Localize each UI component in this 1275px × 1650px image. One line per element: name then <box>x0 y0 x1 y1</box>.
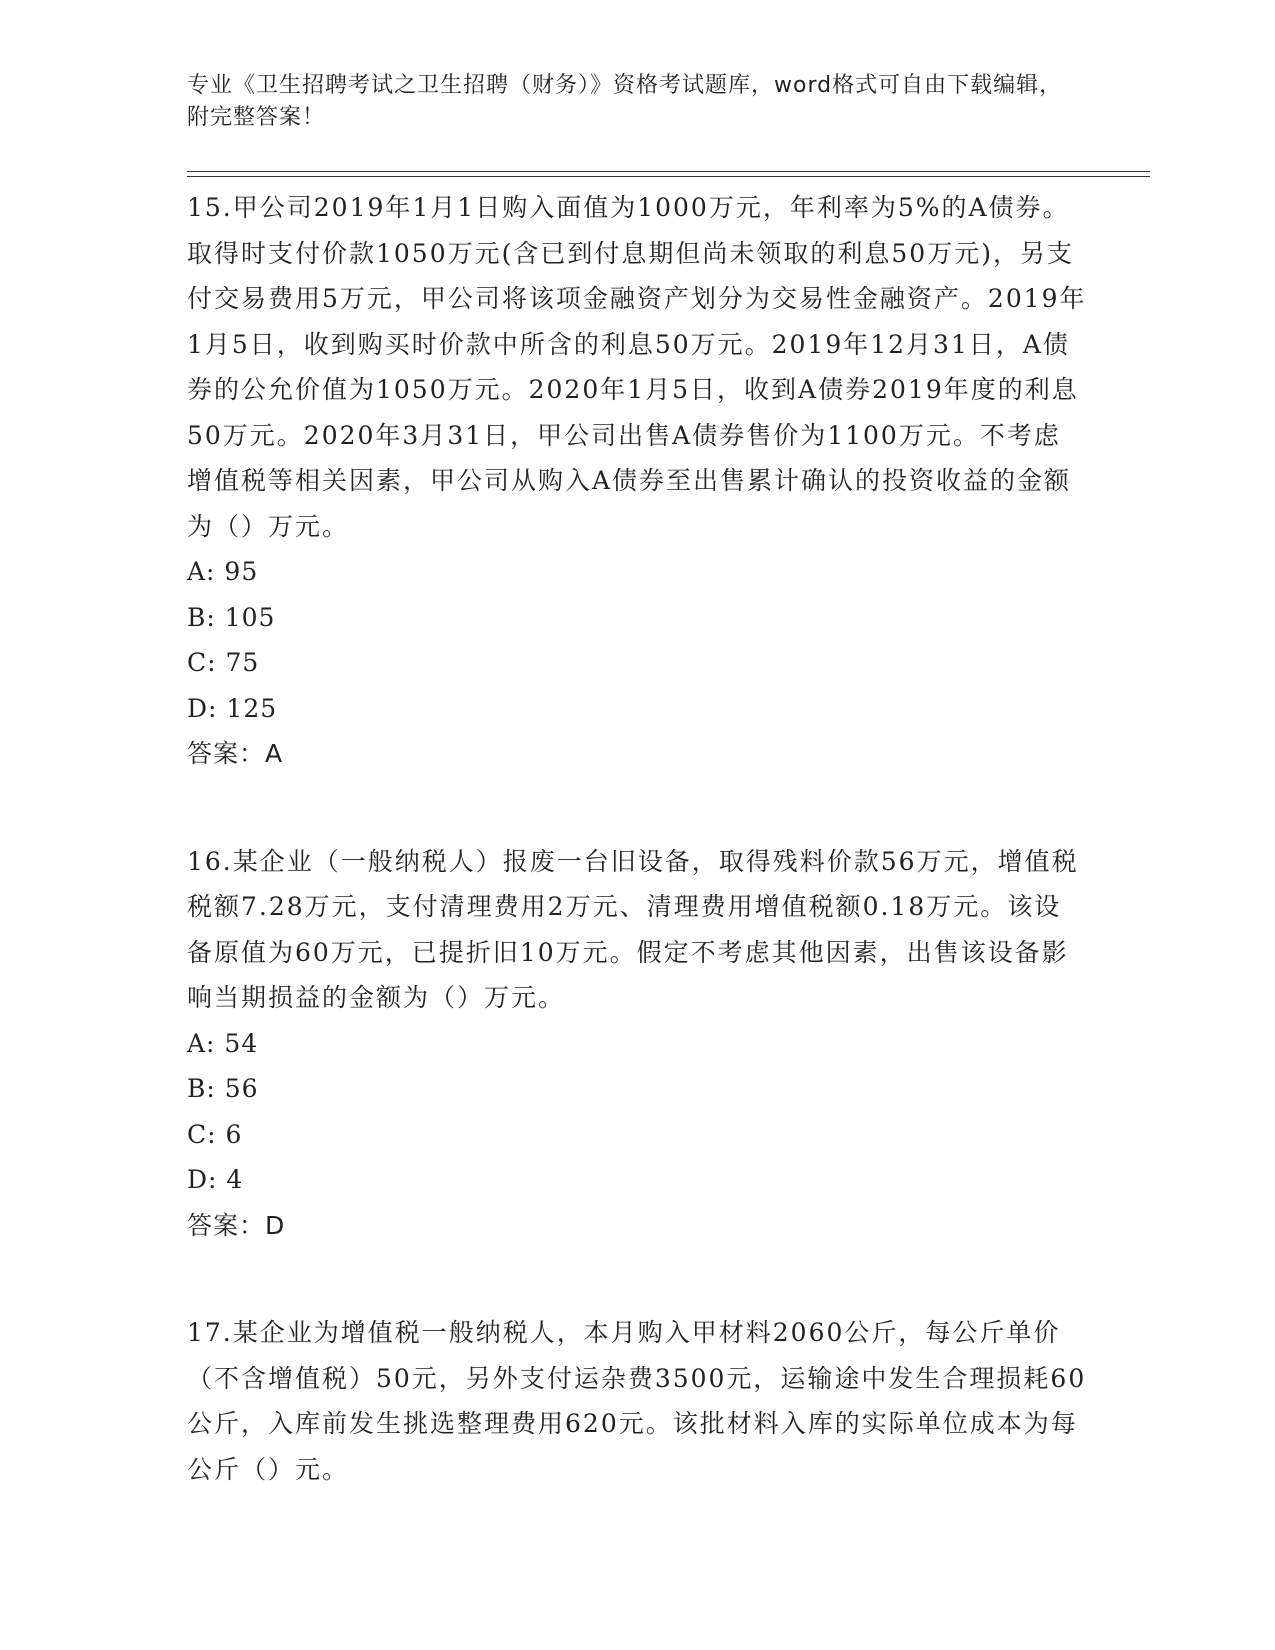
question-text: 16.某企业（一般纳税人）报废一台旧设备，取得残料价款56万元，增值税税额7.28万元，支付清理费用2万元、清理费用增值税额0.18万元。该设备原值为60万元，已提折旧10万元。假定不考虑其他因素，出售该设备影响当期损益的金额为（）万元。 <box>187 846 1079 1012</box>
header-divider-top <box>187 171 1150 172</box>
option-b: B: 105 <box>187 602 276 632</box>
option-c: C: 6 <box>187 1119 243 1149</box>
question-17 <box>187 1310 1087 1492</box>
question-16 <box>187 839 1087 1249</box>
option-a: A: 95 <box>187 557 259 586</box>
question-list <box>187 185 1087 1554</box>
option-c: C: 75 <box>187 648 260 677</box>
option-a: A: 54 <box>187 1028 259 1058</box>
header-divider-bottom <box>187 176 1150 177</box>
question-text: 17.某企业为增值税一般纳税人，本月购入甲材料2060公斤，每公斤单价（不含增值税）50元，另外支付运杂费3500元，运输途中发生合理损耗60公斤，入库前发生挑选整理费用620元。该批材料入库的实际单位成本为每公斤（）元。 <box>187 1318 1087 1484</box>
option-d: D: 4 <box>187 1165 244 1194</box>
document-header: 专业《卫生招聘考试之卫生招聘（财务）》资格考试题库，word格式可自由下载编辑，附完整答案！ <box>187 73 1063 130</box>
option-d: D: 125 <box>187 693 278 723</box>
answer-label: 答案：A <box>187 739 284 768</box>
option-b: B: 56 <box>187 1074 259 1103</box>
question-text: 15.甲公司2019年1月1日购入面值为1000万元，年利率为5%的A债券。取得时支付价款1050万元(含已到付息期但尚未领取的利息50万元)，另支付交易费用5万元，甲公司将该项金融资产划分为交易性金融资产。2019年1月5日，收到购买时价款中所含的利息50万元。2019年12月31日，A债券的公允价值为1050万元。2020年1月5日，收到A债券2019年度的利息50万元。2020年3月31日，甲公司出售A债券售价为1100万元。不考虑增值税等相关因素，甲公司从购入A债券至出售累计确认的投资收益的金额为（）万元。 <box>187 193 1087 541</box>
question-15 <box>187 185 1087 777</box>
answer-label: 答案：D <box>187 1210 286 1240</box>
